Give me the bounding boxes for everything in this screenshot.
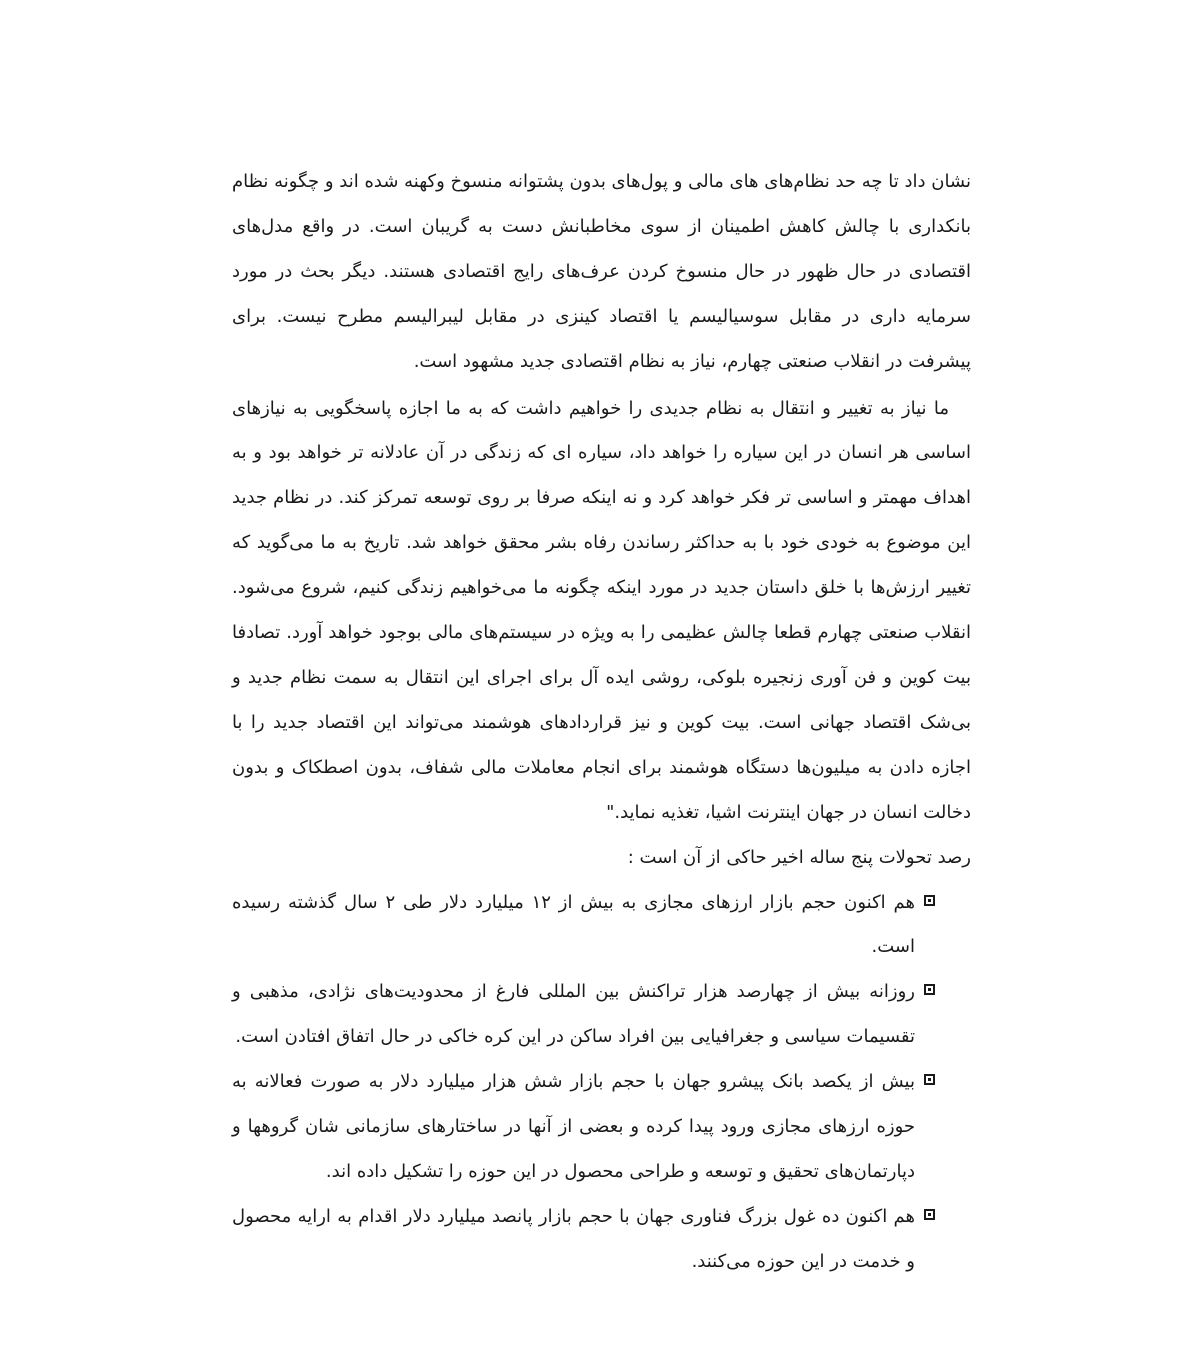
square-bullet-icon bbox=[924, 984, 935, 995]
list-item bbox=[232, 1060, 971, 1195]
list-item bbox=[232, 970, 971, 1060]
list-item-text: روزانه بیش از چهارصد هزار تراکنش بین المللی فارغ از محدودیت‌های نژادی، مذهبی و تقسیمات سیاسی و جغرافیایی بین افراد ساکن در این کره خاکی در حال اتفاق افتادن است. bbox=[232, 981, 915, 1048]
body-text bbox=[232, 160, 971, 1285]
list-item-text: بیش از یکصد بانک پیشرو جهان با حجم بازار شش هزار میلیارد دلار به صورت فعالانه به حوزه ارزهای مجازی ورود پیدا کرده و بعضی از آنها در ساختارهای سازمانی شان گروهها و دپارتمان‌های تحقیق و توسعه و طراحی محصول در این حوزه را تشکیل داده اند. bbox=[232, 1071, 915, 1182]
list-item bbox=[232, 1195, 971, 1285]
bullet-list bbox=[232, 881, 971, 1285]
list-intro: رصد تحولات پنج ساله اخیر حاکی از آن است : bbox=[627, 846, 971, 868]
list-item-text: هم اکنون حجم بازار ارزهای مجازی به بیش از ۱۲ میلیارد دلار طی ۲ سال گذشته رسیده است. bbox=[232, 891, 915, 958]
square-bullet-icon bbox=[924, 895, 935, 906]
square-bullet-icon bbox=[924, 1209, 935, 1220]
paragraph-economic-systems: نشان داد تا چه حد نظام‌های های مالی و پول‌های بدون پشتوانه منسوخ وکهنه شده اند و چگونه نظام بانکداری با چالش کاهش اطمینان از سوی مخاطبانش دست به گریبان است. در واقع مدل‌های اقتصادی در حال ظهور در حال منسوخ کردن عرف‌های رایج اقتصادی هستند. دیگر بحث در مورد سرمایه داری در مقابل سوسیالیسم یا اقتصاد کینزی در مقابل لیبرالیسم مطرح نیست. برای پیشرفت در انقلاب صنعتی چهارم، نیاز به نظام اقتصادی جدید مشهود است. bbox=[232, 171, 971, 372]
list-item bbox=[232, 881, 971, 971]
square-bullet-icon bbox=[924, 1074, 935, 1085]
list-item-text: هم اکنون ده غول بزرگ فناوری جهان با حجم بازار پانصد میلیارد دلار اقدام به ارایه محصول و خدمت در این حوزه می‌کنند. bbox=[232, 1205, 915, 1272]
paragraph-new-system: ما نیاز به تغییر و انتقال به نظام جدیدی را خواهیم داشت که به ما اجازه پاسخگویی به نیازهای اساسی هر انسان در این سیاره را خواهد داد، سیاره ای که زندگی در آن عادلانه تر خواهد بود و به اهداف مهمتر و اساسی تر فکر خواهد کرد و نه اینکه صرفا بر روی توسعه تمرکز کند. در نظام جدید این موضوع به خودی خود با به حداکثر رساندن رفاه بشر محقق خواهد شد. تاریخ به ما می‌گوید که تغییر ارزش‌ها با خلق داستان جدید در مورد اینکه چگونه ما می‌خواهیم زندگی کنیم، شروع می‌شود. انقلاب صنعتی چهارم قطعا چالش عظیمی را به ویژه در سیستم‌های مالی بوجود خواهد آورد. تصادفا بیت کوین و فن آوری زنجیره بلوکی، روشی ایده آل برای اجرای این انتقال به سمت نظام جدید و بی‌شک اقتصاد جهانی است. بیت کوین و نیز قراردادهای هوشمند می‌تواند این اقتصاد جدید را با اجازه دادن به میلیون‌ها دستگاه هوشمند برای انجام معاملات مالی شفاف، بدون اصطکاک و بدون دخالت انسان در جهان اینترنت اشیا، تغذیه نماید." bbox=[232, 397, 971, 823]
